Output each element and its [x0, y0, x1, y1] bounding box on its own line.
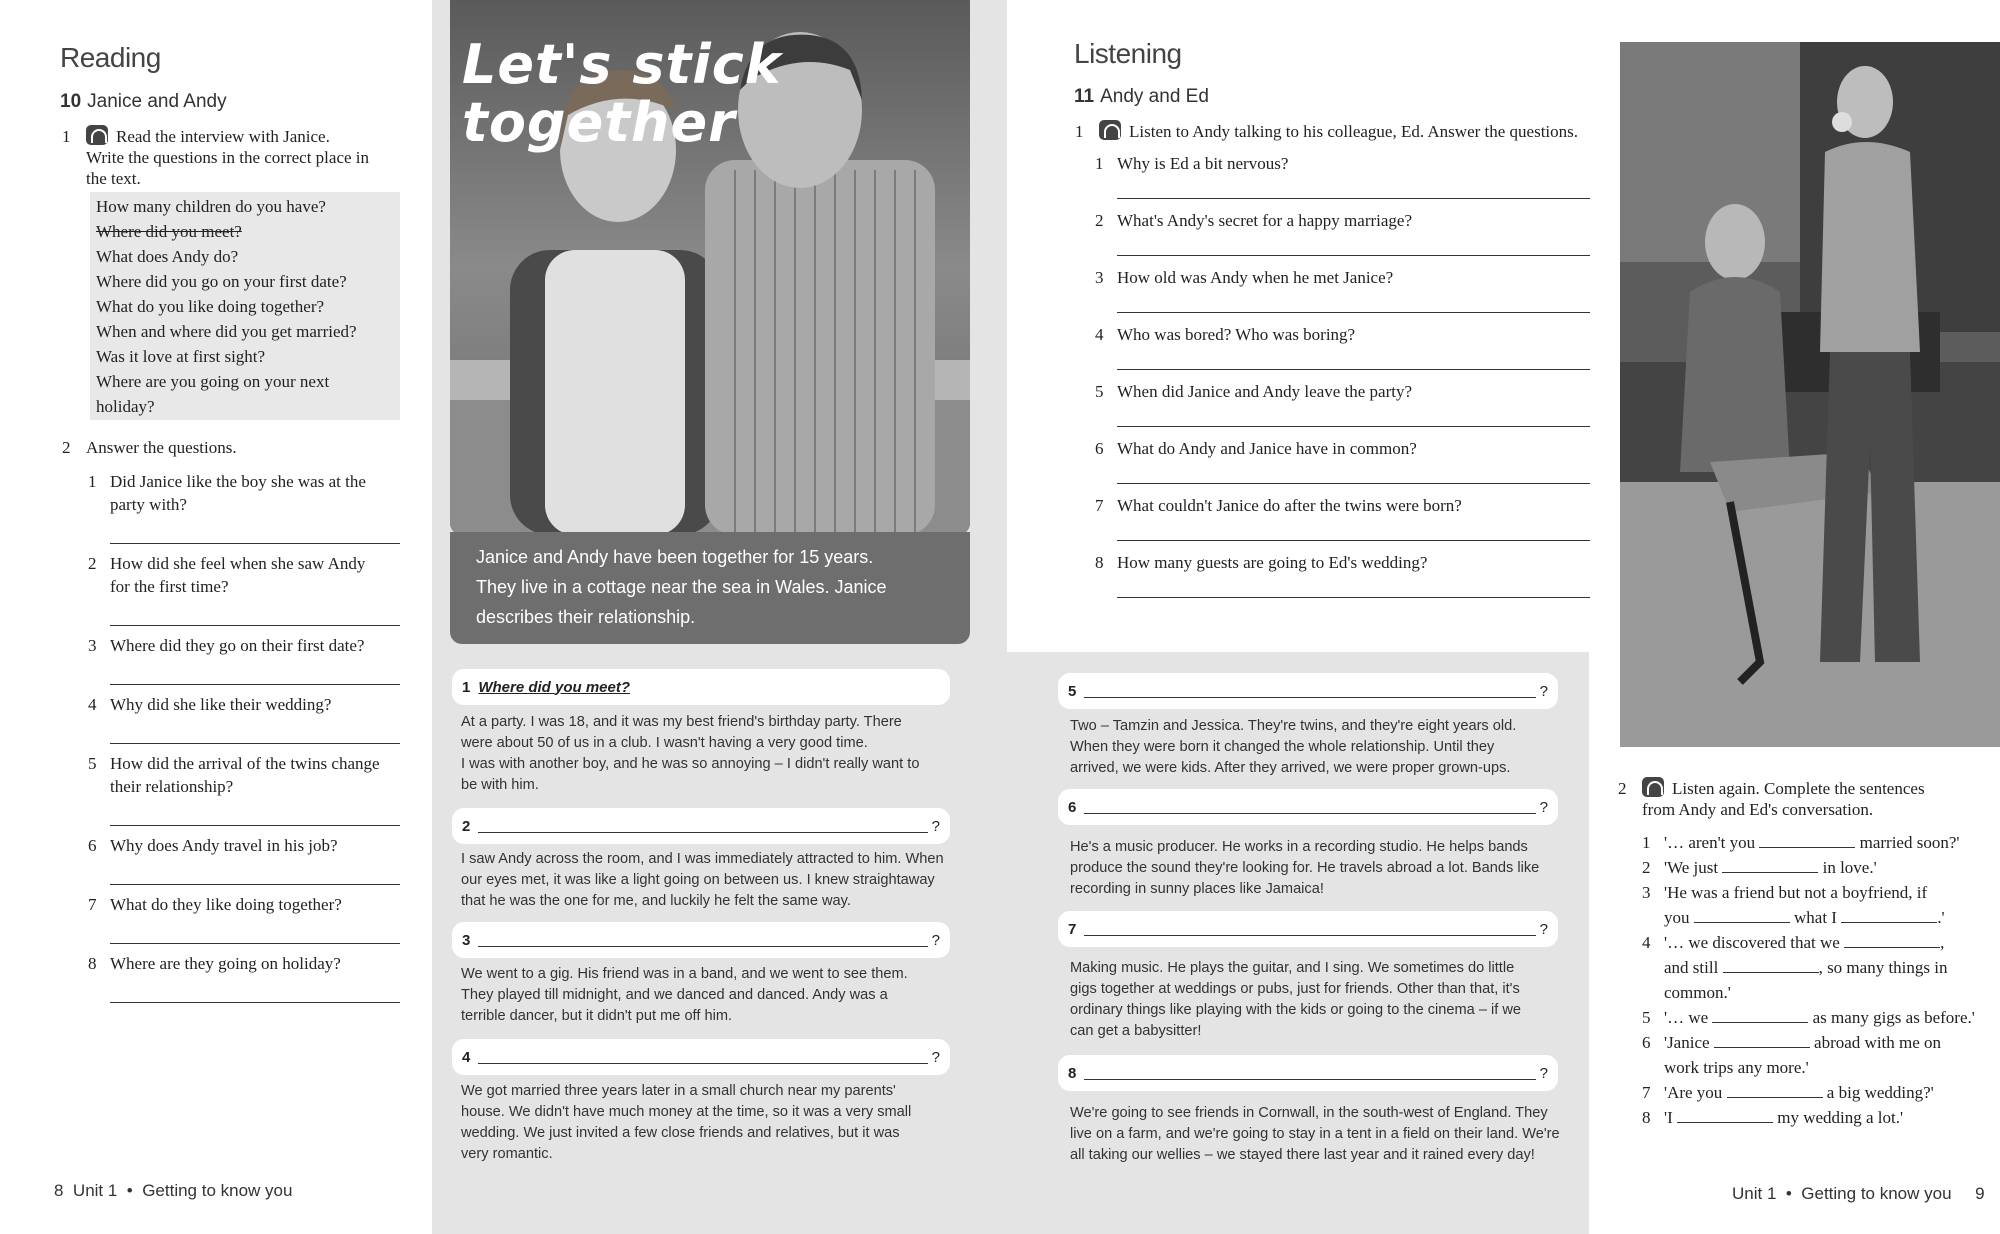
exercise-10-item2-instruction: 2 Answer the questions. [62, 438, 237, 457]
sentence-item [1642, 830, 1992, 855]
sentence-text: '… we discovered that we [1664, 933, 1845, 952]
answer-line[interactable] [110, 857, 400, 885]
complete-sentences-list [1642, 830, 1992, 1130]
gap-blank[interactable] [1759, 834, 1855, 848]
question-item: 3 How old was Andy when he met Janice? [1095, 267, 1590, 313]
sentence-number: 6 [1642, 1033, 1651, 1052]
question-item: 6 Why does Andy travel in his job? [88, 834, 400, 885]
interview-question-7[interactable]: 7 ? [1058, 911, 1558, 947]
audio-icon [1642, 777, 1664, 797]
sentence-text: 'Are you [1664, 1083, 1727, 1102]
sentence-number: 4 [1642, 933, 1651, 952]
sentence-text: what I [1789, 908, 1842, 927]
sentence-text: 'Janice [1664, 1033, 1714, 1052]
question-options-box [90, 192, 400, 420]
question-item: 2 What's Andy's secret for a happy marriage? [1095, 210, 1590, 256]
answer-line[interactable] [110, 516, 400, 544]
audio-icon [1099, 120, 1121, 140]
sentence-number: 3 [1642, 883, 1651, 902]
sentence-text: my wedding a lot.' [1772, 1108, 1904, 1127]
sentence-text: abroad with me on [1809, 1033, 1942, 1052]
answer-line[interactable] [110, 798, 400, 826]
interview-answer-7: Making music. He plays the guitar, and I sing. We sometimes do little gigs together at weddings or pubs, just for friends. Other than that, it's ordinary things like playing with the kids or going to the cinema – if we can get a babysitter! [1070, 960, 1522, 1039]
sentence-item [1642, 930, 1992, 1005]
listening-questions-list [1095, 153, 1590, 609]
question-item: 5 When did Janice and Andy leave the party? [1095, 381, 1590, 427]
gap-blank[interactable] [1714, 1034, 1810, 1048]
answer-line[interactable] [110, 975, 400, 1003]
interview-question-3[interactable]: 3 ? [452, 922, 950, 958]
footer-right: Unit 1 • Getting to know you 9 [1732, 1184, 1985, 1203]
gap-blank[interactable] [1694, 909, 1790, 923]
gap-blank[interactable] [1844, 934, 1940, 948]
answer-line[interactable] [1117, 460, 1590, 484]
sentence-item [1642, 1080, 1992, 1105]
sentence-item [1642, 1005, 1992, 1030]
sentence-text: 'I [1664, 1108, 1677, 1127]
question-item: 1 Why is Ed a bit nervous? [1095, 153, 1590, 199]
gap-blank[interactable] [1841, 909, 1937, 923]
interview-answer-3: We went to a gig. His friend was in a band, and we went to see them. They played till midnight, and we danced and danced. Andy was a terrible dancer, but it didn't put me off him. [461, 966, 908, 1024]
gap-blank[interactable] [1722, 859, 1818, 873]
sentence-item [1642, 855, 1992, 880]
answer-line[interactable] [110, 657, 400, 685]
sentence-text: common.' [1664, 983, 1731, 1002]
interview-question-2[interactable]: 2 ? [452, 808, 950, 844]
exercise-11-item1-instruction: 1 Listen to Andy talking to his colleague, Ed. Answer the questions. [1075, 122, 1579, 141]
answer-line[interactable] [1117, 346, 1590, 370]
section-title-reading: Reading [60, 42, 161, 73]
gap-blank[interactable] [1727, 1084, 1823, 1098]
studio-photo [1620, 42, 2000, 747]
gap-blank[interactable] [1723, 959, 1819, 973]
sentence-number: 2 [1642, 858, 1651, 877]
sentence-text: married soon?' [1855, 833, 1960, 852]
sentence-item [1642, 880, 1992, 930]
question-item: 5 How did the arrival of the twins change their relationship? [88, 752, 400, 826]
interview-question-5[interactable]: 5 ? [1058, 673, 1558, 709]
interview-answer-6: He's a music producer. He works in a recording studio. He helps bands produce the sound they're looking for. He travels abroad a lot. Bands like recording in sunny places like Jamaica! [1070, 839, 1540, 897]
answer-line[interactable] [1117, 175, 1590, 199]
question-item: 6 What do Andy and Janice have in common? [1095, 438, 1590, 484]
sentence-text: and still [1664, 958, 1723, 977]
answer-line[interactable] [1117, 289, 1590, 313]
answer-line[interactable] [110, 916, 400, 944]
question-item: 8 Where are they going on holiday? [88, 952, 400, 1003]
sentence-text: .' [1937, 908, 1945, 927]
interview-answer-5: Two – Tamzin and Jessica. They're twins, and they're eight years old. When they were born it changed the whole relationship. Until they arrived, we were kids. After they arrived, we were proper grown-ups. [1070, 718, 1517, 776]
sentence-number: 8 [1642, 1108, 1651, 1127]
exercise-10-heading: 10 Janice and Andy [60, 91, 227, 112]
sentence-item [1642, 1030, 1992, 1080]
option: Where are you going on your next [96, 372, 330, 391]
option: When and where did you get married? [96, 322, 357, 341]
option-crossed: Where did you meet? [96, 222, 242, 241]
question-item: 3 Where did they go on their first date? [88, 634, 400, 685]
sentence-number: 7 [1642, 1083, 1651, 1102]
sentence-text: as many gigs as before.' [1808, 1008, 1975, 1027]
option: What do you like doing together? [96, 297, 325, 316]
option: How many children do you have? [96, 197, 326, 216]
question-item: 7 What couldn't Janice do after the twins were born? [1095, 495, 1590, 541]
question-item: 4 Who was bored? Who was boring? [1095, 324, 1590, 370]
answer-line[interactable] [1117, 517, 1590, 541]
interview-answer-2: I saw Andy across the room, and I was immediately attracted to him. When our eyes met, it was like a light going on between us. I knew straightaway that he was the one for me, and luckily he felt the same way. [461, 851, 944, 909]
question-item: 8 How many guests are going to Ed's wedding? [1095, 552, 1590, 598]
footer-left: 8 Unit 1 • Getting to know you [54, 1181, 293, 1200]
interview-answer-8: We're going to see friends in Cornwall, in the south-west of England. They live on a farm, and we're going to stay in a tent in a field on their land. We're all taking our wellies – we stayed there last year and it rained every day! [1070, 1105, 1560, 1163]
question-item: 7 What do they like doing together? [88, 893, 400, 944]
photo-caption: Janice and Andy have been together for 15 years. They live in a cottage near the sea in Wales. Janice describes their relationship. [450, 532, 970, 644]
sentence-text: in love.' [1818, 858, 1877, 877]
sentence-number: 1 [1642, 833, 1651, 852]
section-title-listening: Listening [1074, 38, 1182, 69]
sentence-text: 'He was a friend but not a boyfriend, if [1664, 883, 1928, 902]
gap-blank[interactable] [1712, 1009, 1808, 1023]
gap-blank[interactable] [1677, 1109, 1773, 1123]
sentence-text: 'We just [1664, 858, 1723, 877]
sentence-text: you [1664, 908, 1694, 927]
interview-question-8[interactable]: 8 ? [1058, 1055, 1558, 1091]
photo-title: Let's stick together [462, 33, 782, 154]
sentence-text: , so many things in [1818, 958, 1948, 977]
sentence-text: , [1940, 933, 1945, 952]
question-item: 1 Did Janice like the boy she was at the party with? [88, 470, 400, 544]
interview-answer-4: We got married three years later in a small church near my parents' house. We didn't have much money at the time, so it was a very small wedding. We just invited a few close friends and relatives, but it was very romantic. [461, 1083, 912, 1162]
answer-questions-list [88, 470, 400, 1011]
answer-line[interactable] [1117, 232, 1590, 256]
exercise-11-item2-instruction: 2 Listen again. Complete the sentences from Andy and Ed's conversation. [1618, 779, 1925, 819]
interview-question-6[interactable]: 6 ? [1058, 789, 1558, 825]
answer-line[interactable] [110, 716, 400, 744]
sentence-text: a big wedding?' [1822, 1083, 1934, 1102]
question-item: 4 Why did she like their wedding? [88, 693, 400, 744]
answer-line[interactable] [1117, 574, 1590, 598]
audio-icon [86, 125, 108, 145]
sentence-item [1642, 1105, 1992, 1130]
option: What does Andy do? [96, 247, 239, 266]
interview-question-1: 1 Where did you meet? [452, 669, 950, 705]
sentence-number: 5 [1642, 1008, 1651, 1027]
question-item: 2 How did she feel when she saw Andy for the first time? [88, 552, 400, 626]
option: Was it love at first sight? [96, 347, 266, 366]
sentence-text: work trips any more.' [1664, 1058, 1809, 1077]
exercise-11-heading: 11 Andy and Ed [1074, 86, 1209, 107]
option: holiday? [96, 397, 155, 416]
sentence-text: '… we [1664, 1008, 1713, 1027]
exercise-10-item1-instruction: 1 Read the interview with Janice. Write the questions in the correct place in the text. [62, 127, 370, 188]
studio-photo-image [1620, 42, 2000, 747]
sentence-text: '… aren't you [1664, 833, 1760, 852]
answer-line[interactable] [110, 598, 400, 626]
answer-line[interactable] [1117, 403, 1590, 427]
interview-answer-1: At a party. I was 18, and it was my best friend's birthday party. There were about 50 of us in a club. I wasn't having a very good time. I was with another boy, and he was so annoying – I didn't really want to be with him. [461, 714, 920, 793]
option: Where did you go on your first date? [96, 272, 347, 291]
interview-question-4[interactable]: 4 ? [452, 1039, 950, 1075]
